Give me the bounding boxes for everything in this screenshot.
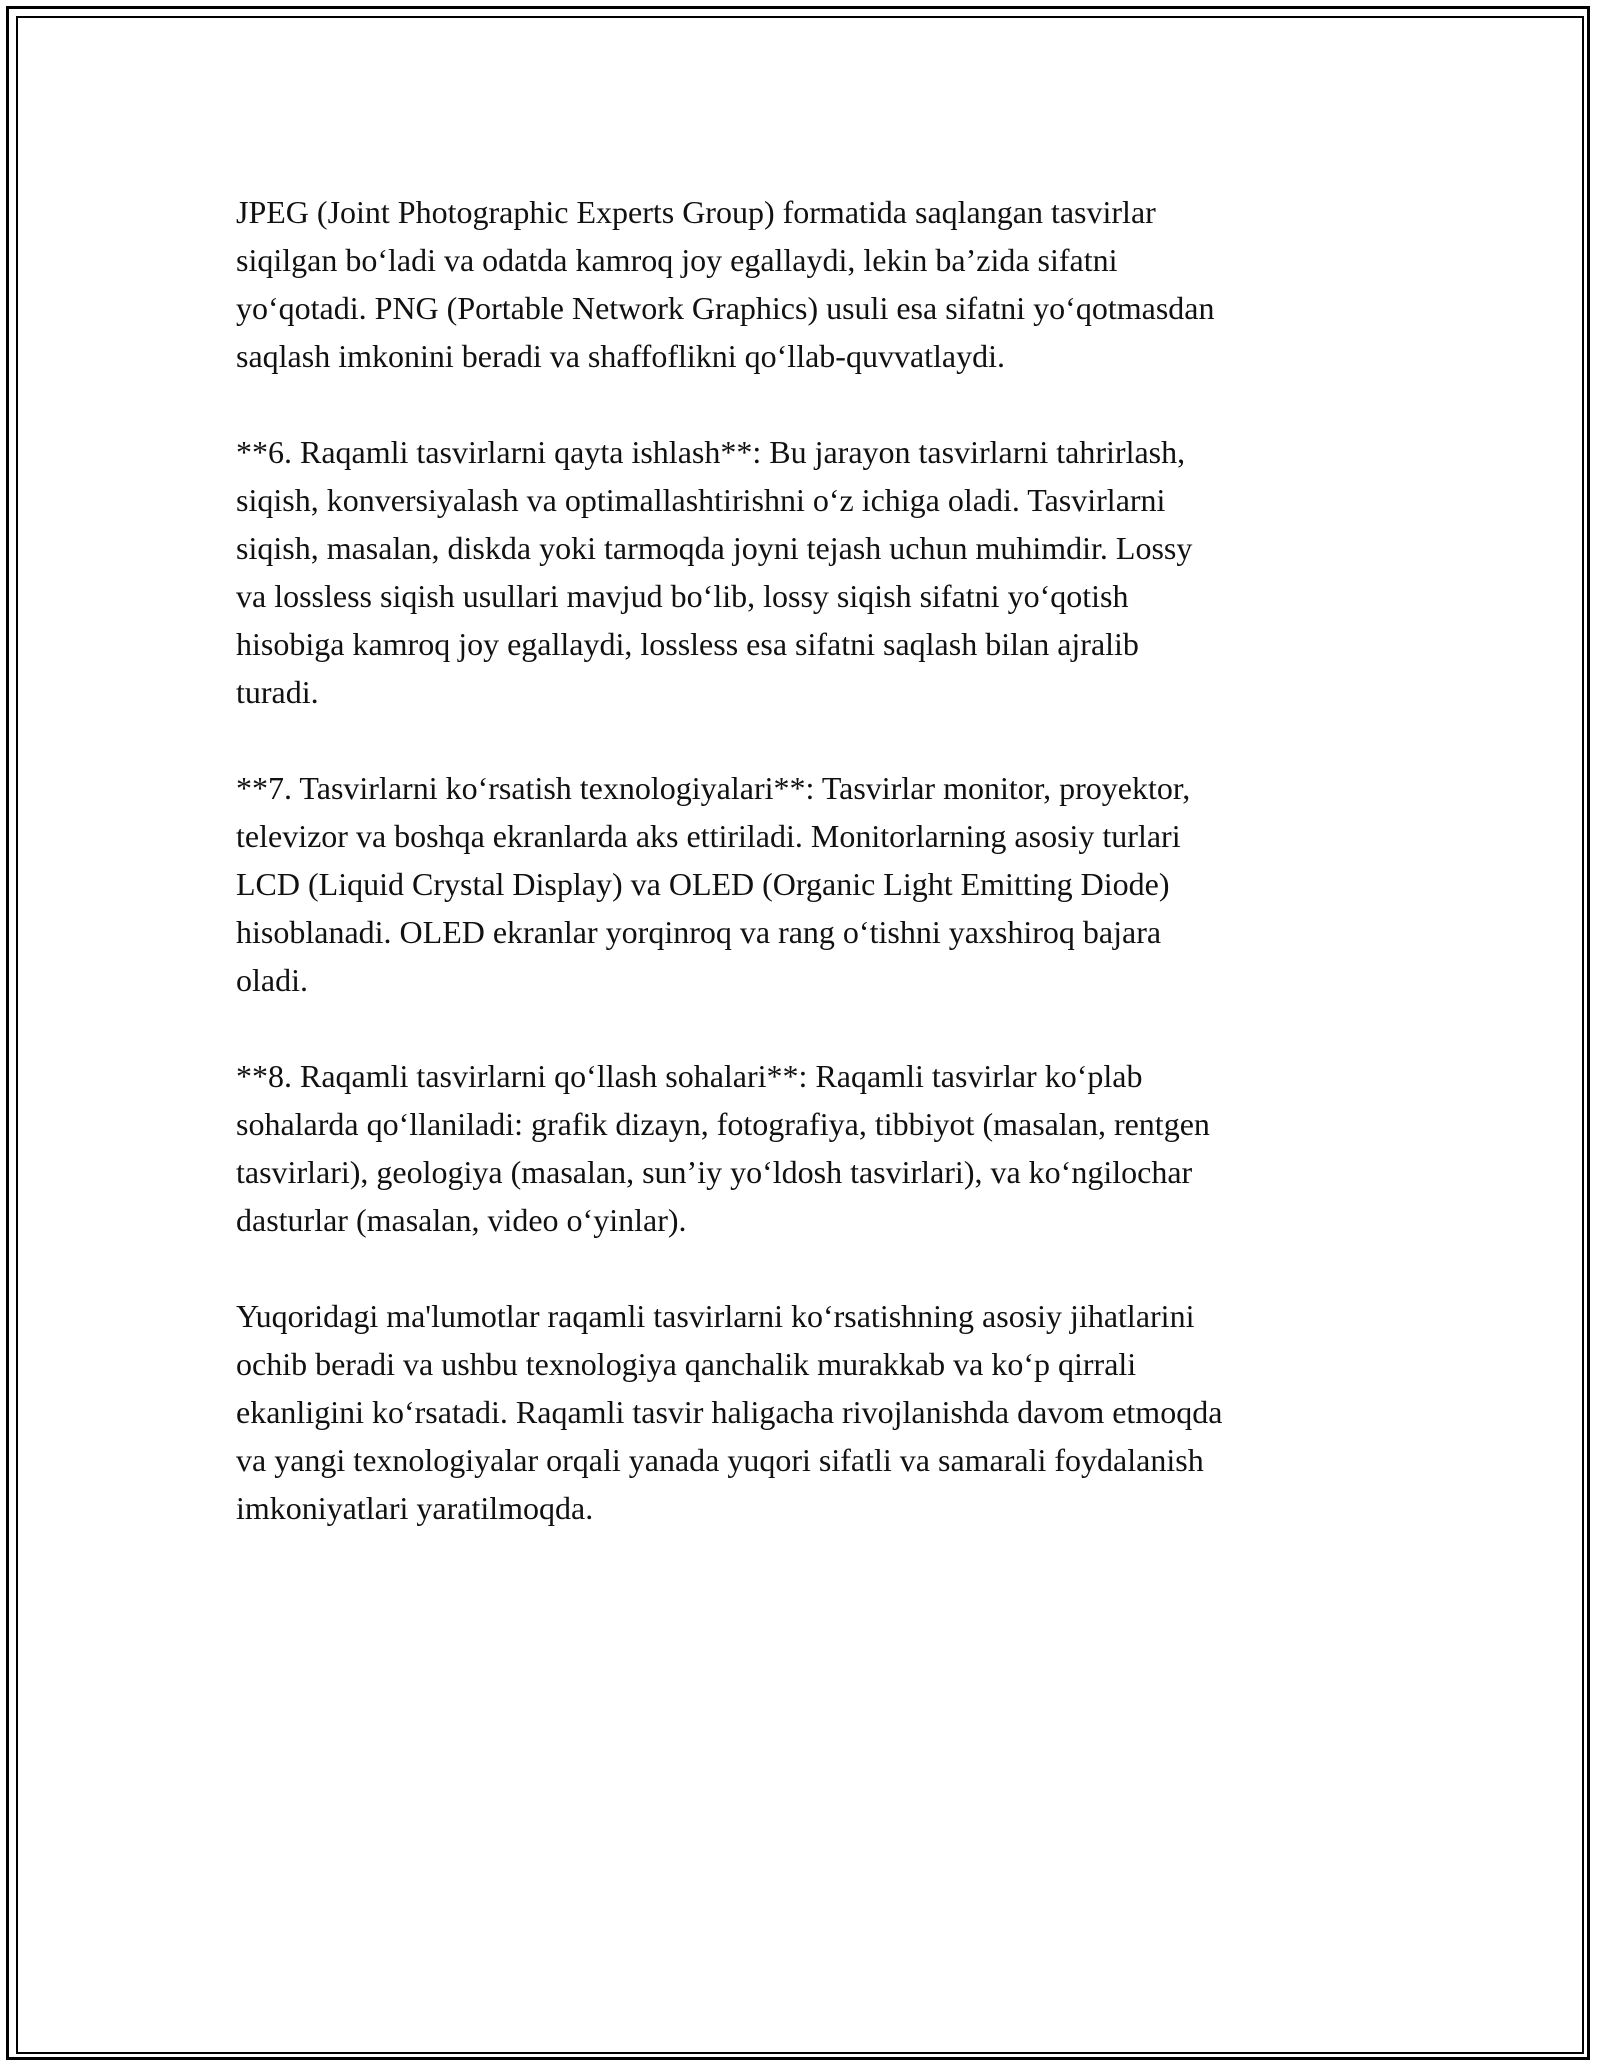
text-line: hisoblanadi. OLED ekranlar yorqinroq va rang o‘tishni yaxshiroq bajara	[236, 914, 1162, 950]
text-line: ekanligini ko‘rsatadi. Raqamli tasvir haligacha rivojlanishda davom etmoqda	[236, 1394, 1223, 1430]
text-line: **8. Raqamli tasvirlarni qo‘llash sohalari**: Raqamli tasvirlar ko‘plab	[236, 1058, 1143, 1094]
document-body	[236, 188, 1386, 1580]
text-line: oladi.	[236, 962, 308, 998]
text-line: siqish, konversiyalash va optimallashtirishni o‘z ichiga oladi. Tasvirlarni	[236, 482, 1166, 518]
text-line: hisobiga kamroq joy egallaydi, lossless esa sifatni saqlash bilan ajralib	[236, 626, 1139, 662]
text-line: ochib beradi va ushbu texnologiya qanchalik murakkab va ko‘p qirrali	[236, 1346, 1137, 1382]
text-line: saqlash imkonini beradi va shaffoflikni qo‘llab-quvvatlaydi.	[236, 338, 1006, 374]
text-line: yo‘qotadi. PNG (Portable Network Graphics) usuli esa sifatni yo‘qotmasdan	[236, 290, 1215, 326]
text-line: Yuqoridagi ma'lumotlar raqamli tasvirlarni ko‘rsatishning asosiy jihatlarini	[236, 1298, 1195, 1334]
text-line: imkoniyatlari yaratilmoqda.	[236, 1490, 594, 1526]
paragraph-image-processing	[236, 428, 1386, 716]
text-line: siqish, masalan, diskda yoki tarmoqda joyni tejash uchun muhimdir. Lossy	[236, 530, 1193, 566]
text-line: va lossless siqish usullari mavjud bo‘lib, lossy siqish sifatni yo‘qotish	[236, 578, 1129, 614]
text-line: sohalarda qo‘llaniladi: grafik dizayn, fotografiya, tibbiyot (masalan, rentgen	[236, 1106, 1210, 1142]
text-line: siqilgan bo‘ladi va odatda kamroq joy egallaydi, lekin ba’zida sifatni	[236, 242, 1118, 278]
text-line: JPEG (Joint Photographic Experts Group) formatida saqlangan tasvirlar	[236, 194, 1156, 230]
paragraph-image-formats	[236, 188, 1386, 380]
text-line: televizor va boshqa ekranlarda aks ettiriladi. Monitorlarning asosiy turlari	[236, 818, 1181, 854]
text-line: **6. Raqamli tasvirlarni qayta ishlash**: Bu jarayon tasvirlarni tahrirlash,	[236, 434, 1186, 470]
text-line: va yangi texnologiyalar orqali yanada yuqori sifatli va samarali foydalanish	[236, 1442, 1204, 1478]
paragraph-application-areas	[236, 1052, 1386, 1244]
text-line: tasvirlari), geologiya (masalan, sun’iy yo‘ldosh tasvirlari), va ko‘ngilochar	[236, 1154, 1193, 1190]
paragraph-display-technologies	[236, 764, 1386, 1004]
text-line: LCD (Liquid Crystal Display) va OLED (Organic Light Emitting Diode)	[236, 866, 1170, 902]
text-line: dasturlar (masalan, video o‘yinlar).	[236, 1202, 687, 1238]
text-line: turadi.	[236, 674, 319, 710]
paragraph-conclusion	[236, 1292, 1386, 1532]
text-line: **7. Tasvirlarni ko‘rsatish texnologiyalari**: Tasvirlar monitor, proyektor,	[236, 770, 1191, 806]
